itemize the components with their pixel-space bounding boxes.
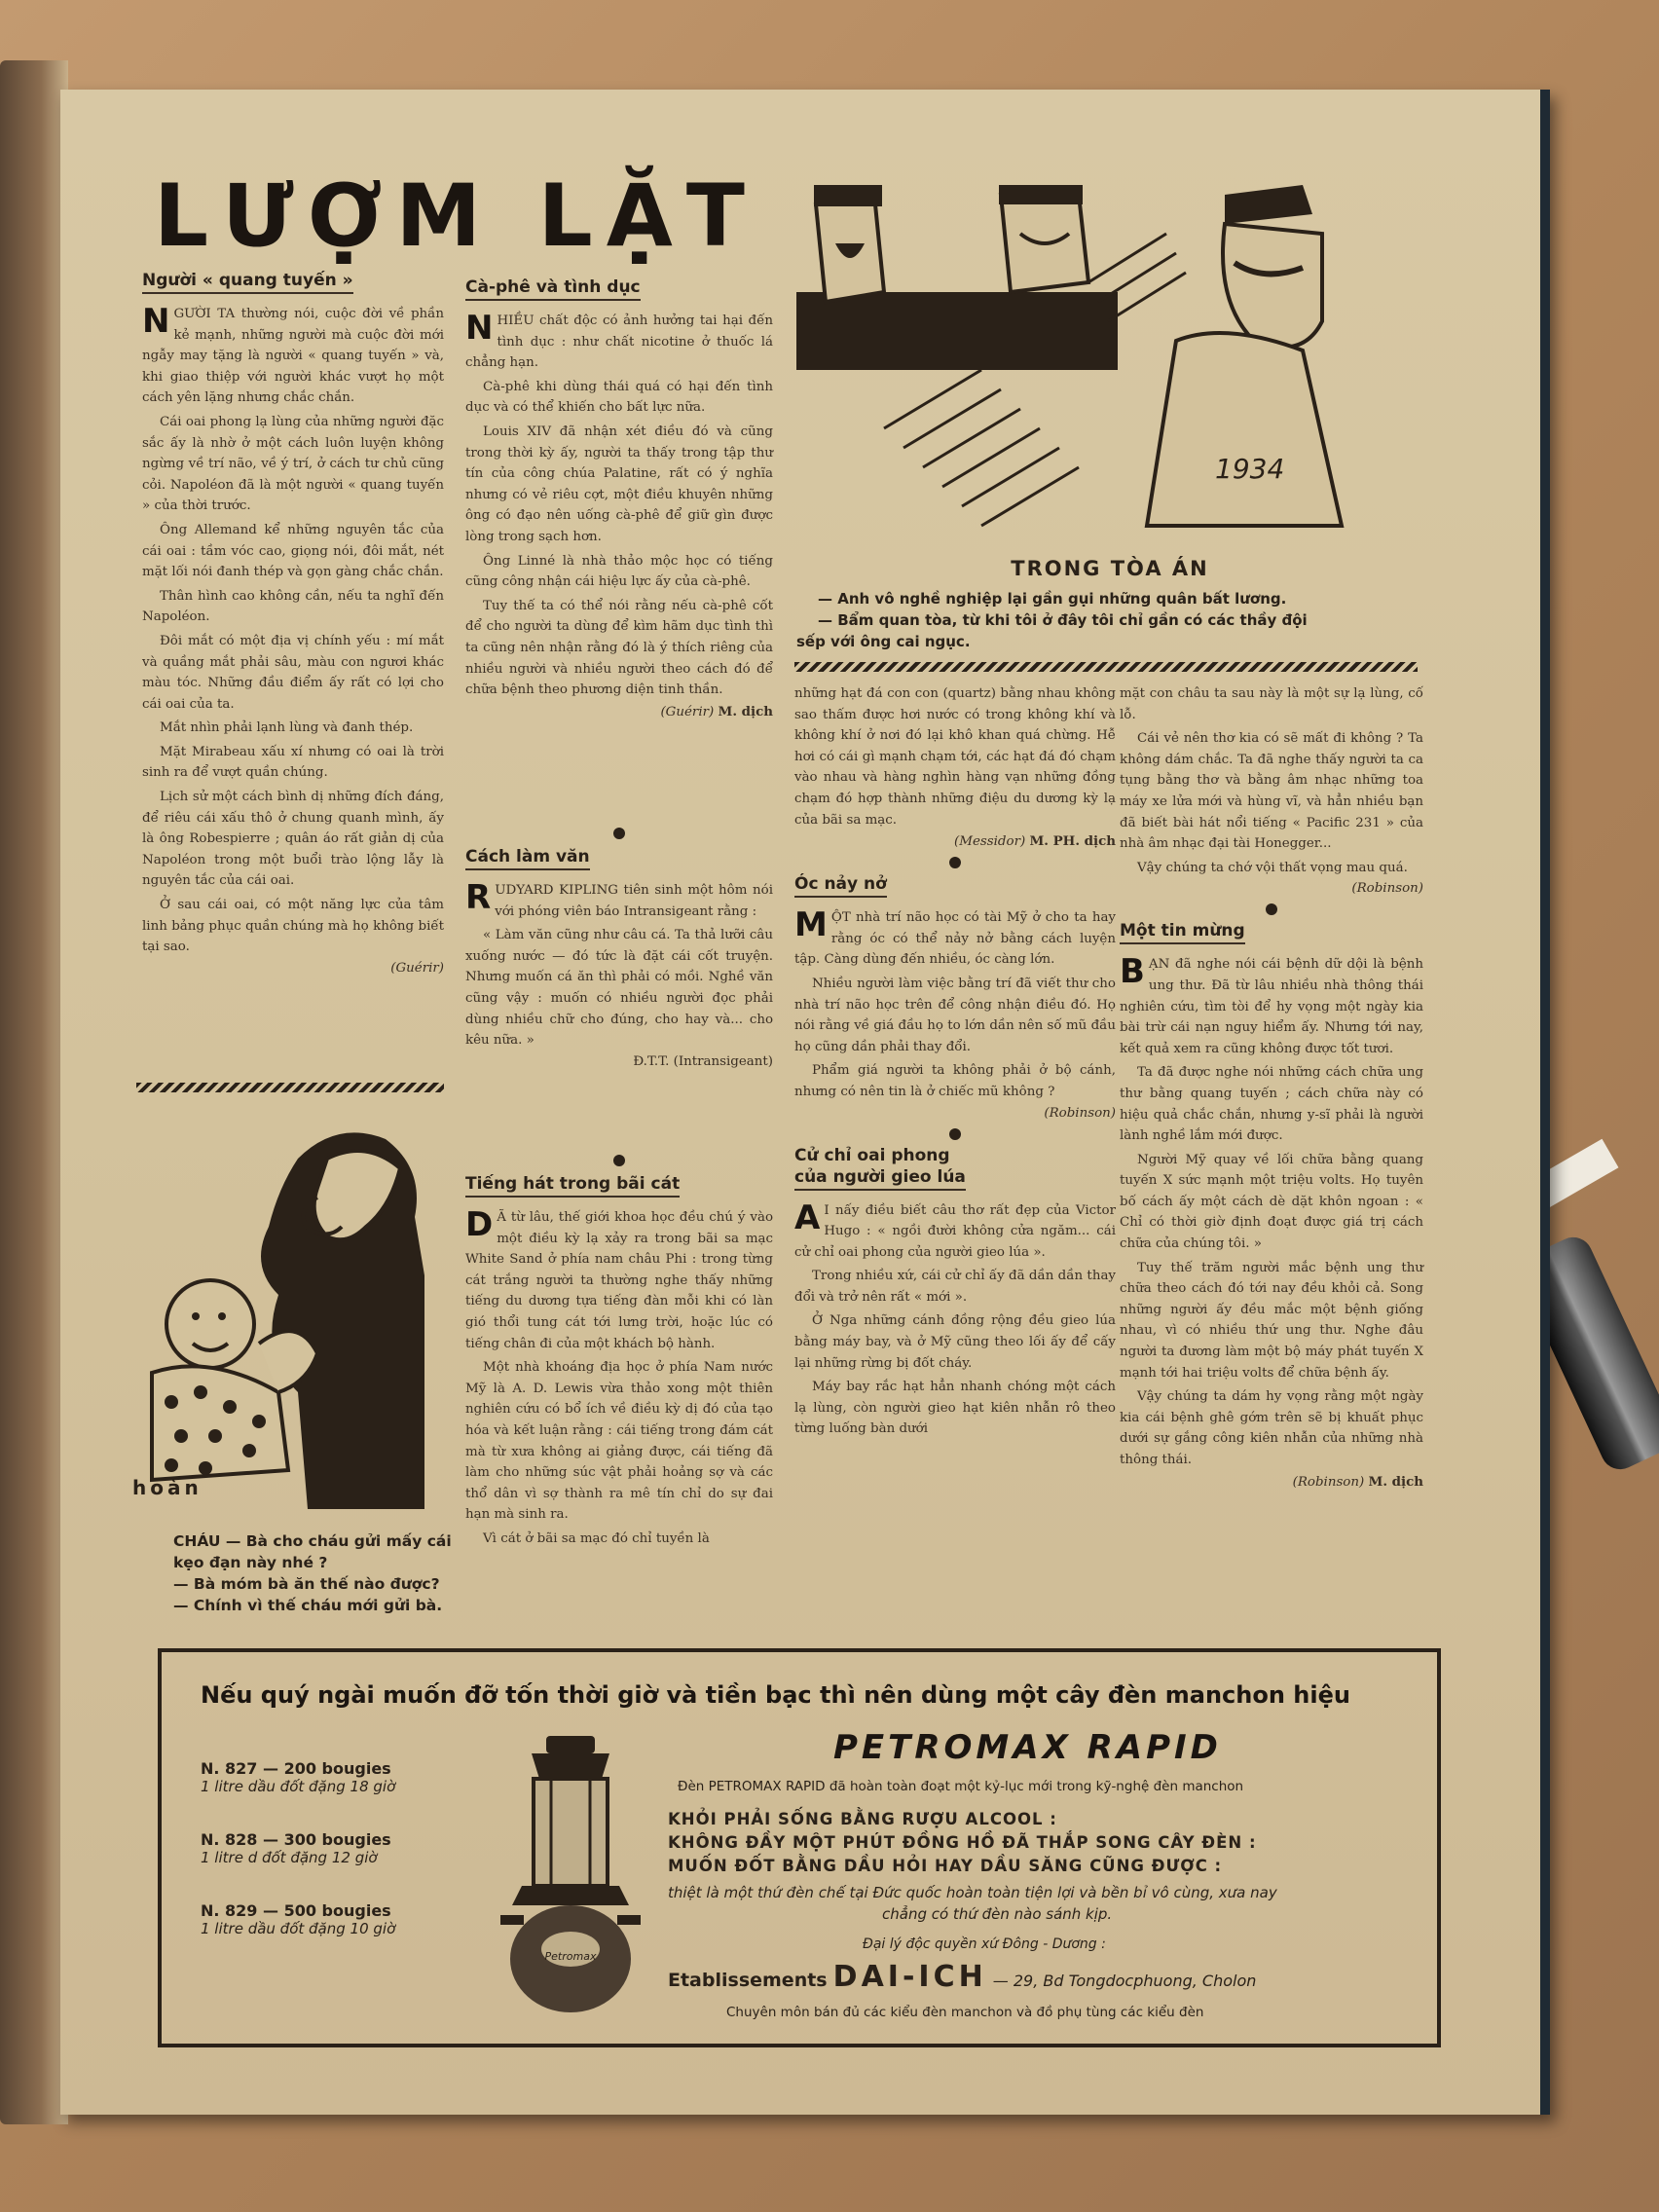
masthead: LƯỢM LẶT [154,166,758,266]
paragraph: những hạt đá con con (quartz) bằng nhau không sao thấm được hơi nước có trong không khí và không khí ở nơi đó lại khô khan quá chừng. Hễ hơi có cái gì mạnh chạm tới, các hạt đá đó chạm vào nhau và hàng nghìn hàng vạn những đồng chạm đó hợp thành những điệu du dương kỳ lạ của bãi sa mạc. [794,686,1116,828]
separator-dot [613,828,625,839]
paragraph: UDYARD KIPLING tiên sinh một hôm nói với phóng viên báo Intransigeant rằng : [495,883,773,919]
article-signature: (Guérir) M. dịch [660,703,773,719]
article-title: Cà-phê và tình dục [465,277,641,301]
ad-headline: Nếu quý ngài muốn đỡ tốn thời giờ và tiền bạc thì nên dùng một cây đèn manchon hiệu [201,1681,1350,1709]
paragraph: Mặt Mirabeau xấu xí nhưng có oai là trời sinh ra để vượt quần chúng. [142,744,444,781]
paragraph: Vì cát ở bãi sa mạc đó chỉ tuyền là [483,1530,710,1546]
separator-dot [949,1128,961,1140]
cartoon-courtroom [796,175,1381,535]
paragraph: Vậy chúng ta chớ vội thất vọng mau quá. [1137,860,1408,875]
drop-cap: N [465,309,494,348]
article-title: Cách làm văn [465,847,590,870]
paragraph: Ta đã được nghe nói những cách chữa ung thư bằng quang tuyến ; cách chữa này có hiệu quả chắc chắn, nhưng y-sĩ phải là người lành nghề lắm mới được. [1120,1065,1423,1144]
article-title: Tiếng hát trong bãi cát [465,1174,680,1198]
drop-cap: M [794,905,828,945]
divider [794,662,1418,672]
paragraph: ỘT nhà trí não học có tài Mỹ ở cho ta hay rằng óc có thể nảy nở bằng cách luyện tập. Càng dùng đến nhiều, óc càng lớn. [794,910,1116,968]
paragraph: Tuy thế ta có thể nói rằng nếu cà-phê cốt để cho người ta dùng để kìm hãm dục tình thì ta cũng nên nhận rằng đó là ý thích riêng của nhiều người và nhiều người theo cách đó để chữa bệnh theo phương diện tinh thần. [465,598,773,698]
paragraph: Tuy thế trăm người mắc bệnh ung thư chữa theo cách đó tới nay đều khỏi cả. Song những người ấy đều mắc một bệnh giống nhau, vì có nhiều thứ ung thư. Nghe đâu người ta đương làm một bộ máy phát tuyến X mạnh tới hai triệu volts để chữa bệnh ấy. [1120,1260,1423,1381]
paragraph: Louis XIV đã nhận xét điều đó và cũng trong thời kỳ ấy, người ta thấy trong tập thư tín của công chúa Palatine, rất có ý nghĩa nhưng có vẻ riêu cợt, một điều khuyên những ông có đạo nên uống cà-phê để giữ gìn được lòng trong sạch hơn. [465,424,773,544]
article-body [794,1200,1116,1441]
paragraph: HIỀU chất độc có ảnh hưởng tai hại đến tình dục : như chất nicotine ở thuốc lá chẳng hạn. [465,313,773,371]
article-body [465,1207,773,1550]
ad-features: KHỎI PHẢI SỐNG BẰNG RƯỢU ALCOOL : KHÔNG ĐẦY MỘT PHÚT ĐỒNG HỒ ĐÃ THẮP SONG CÂY ĐÈN : MUỐN ĐỐT BẰNG DẦU HỎI HAY DẦU SĂNG CŨNG ĐƯỢC : [668,1810,1257,1875]
article-body [1120,954,1423,1470]
paragraph: mặt con châu ta sau này là một sự lạ lùng, cố lỗ. [1120,686,1423,722]
caption-line: — Chính vì thế cháu mới gửi bà. [173,1597,443,1614]
drop-cap: B [1120,952,1145,992]
paragraph: Trong nhiều xứ, cái cử chỉ ấy đã dần dần thay đổi và trở nên rất « mới ». [794,1269,1116,1305]
article-title: Cử chỉ oai phong [794,1145,950,1165]
separator-dot [949,857,961,868]
paragraph: Cái oai phong lạ lùng của những người đặc sắc ấy là nhờ ở một cách luôn luyện không ngừng về trí não, về ý trí, ở cách tư chủ cũng cỏi. Napoléon đã là một người « quang tuyến » của thời trước. [142,414,444,514]
column-4 [1120,683,1423,1490]
paragraph: Nhiều người làm việc bằng trí đã viết thư cho nhà trí não học trên để công nhận điều đó. Họ nói rằng về giá đầu họ to lớn dần nên số mũ đầu họ cũng dần phải thay đổi. [794,976,1116,1054]
model-item: N. 829 — 500 bougies 1 litre dầu đốt đặng 10 giờ [201,1901,396,1937]
model-item: N. 828 — 300 bougies 1 litre d đốt đặng 12 giờ [201,1830,391,1866]
article-title: Óc nảy nở [794,874,887,898]
article-signature: Đ.T.T. (Intransigeant) [633,1053,773,1069]
article-title: Người « quang tuyến » [142,271,353,294]
article-body [1120,683,1423,878]
caption-line: sếp với ông cai ngục. [796,633,971,650]
paragraph: GƯỜI TA thường nói, cuộc đời về phần kẻ mạnh, những người mà cuộc đời mới ngẫy may tặng là người « quang tuyến » và, khi giao thiệp với người khác vượt họ một cách yên lặng nhưng chắc chắn. [142,307,444,406]
paragraph: Ông Linné là nhà thảo mộc học có tiếng cũng công nhận cái hiệu lực ấy của cà-phê. [465,553,773,590]
ad-description: thiệt là một thứ đèn chế tại Đức quốc hoàn toàn tiện lợi và bền bỉ vô cùng, xưa nay chẳng có thứ đèn nào sánh kịp. [668,1884,1277,1923]
article-signature: (Robinson) M. dịch [1292,1473,1423,1490]
ad-agent: Đại lý độc quyền xứ Đông - Dương : [863,1936,1106,1952]
article-body [465,311,773,701]
artist-signature: hoàn [132,1476,203,1499]
paragraph: Máy bay rắc hạt hẳn nhanh chóng một cách lạ lùng, còn người gieo hạt kiên nhẫn rô theo từng luống bàn dưới [794,1380,1116,1437]
caption-line: — Bà móm bà ăn thế nào được? [173,1575,440,1593]
cartoon-caption [173,1530,452,1616]
binder-edge [0,60,68,2124]
paragraph: Ông Allemand kể những nguyên tắc của cái oai : tầm vóc cao, giọng nói, đôi mắt, nét mặt lối nói đanh thép và gọn gàng chắc chắn. [142,522,444,580]
paragraph: « Làm văn cũng như câu cá. Ta thả lưỡi câu xuống nước — đó tức là đặt cái cốt truyện. Nhưng muốn cá ăn thì phải có mồi. Nghề văn cũng vậy : muốn có nhiều người đọc phải dùng nhiều chữ cho đúng, cho hay và... cho kêu nữa. » [465,928,773,1049]
article-signature: (Messidor) M. PH. dịch [954,833,1116,850]
drop-cap: N [142,302,170,341]
ad-tagline: Chuyên môn bán đủ các kiểu đèn manchon và đồ phụ tùng các kiểu đèn [726,2005,1204,2020]
paragraph: Đôi mắt có một địa vị chính yếu : mí mắt và quầng mắt phải sâu, màu con ngươi khác màu tóc. Những đầu điểm ấy rất có lợi cho cái oai của ta. [142,633,444,712]
article-cach-lam-van [465,847,773,1069]
lamp-illustration [493,1730,648,2022]
ad-brand: PETROMAX RAPID [833,1728,1222,1767]
paragraph: Một nhà khoáng địa học ở phía Nam nước Mỹ là A. D. Lewis vừa thảo xong một thiên nghiên cứu có bổ ích về điều kỳ dị đó của tạo hóa và kết luận rằng : cái tiếng trong đám cát mà từ xưa không ai giảng được, cái tiếng đã làm cho những súc vật phải hoảng sợ và các thổ dân vì sợ thành ra mê tín chỉ do sự đai hạn mà sinh ra. [465,1360,773,1523]
paragraph: Ở Nga những cánh đồng rộng đều gieo lúa bằng máy bay, và ở Mỹ cũng theo lối ấy để cấy lại những rừng bị đốt cháy. [794,1313,1116,1371]
divider [136,1083,444,1092]
article-body [142,304,444,958]
caption-line: CHÁU — Bà cho cháu gửi mấy cái kẹo đạn này nhé ? [173,1532,452,1571]
paragraph: Lịch sử một cách bình dị những đích đáng, để riêu cái xấu thô ở chung quanh mình, ấy là ông Robespierre ; quân áo rất giản dị của Napoléon trong một buổi trào lộng lẫy là nguyên tắc của cái oai. [142,790,444,889]
article-body [794,907,1116,1102]
caption-line: — Bẩm quan tòa, từ khi tôi ở đây tôi chỉ gần có các thầy đội [818,611,1308,629]
separator-dot [1266,903,1277,915]
drop-cap: R [465,878,492,917]
paragraph: Thân hình cao không cần, nếu ta nghĩ đến Napoléon. [142,588,444,625]
article-ca-phe [465,277,773,719]
article-signature: (Robinson) [1351,881,1423,897]
lamp-label: Petromax [544,1950,597,1963]
advertisement-petromax [158,1648,1441,2047]
paragraph: Ở sau cái oai, có một năng lực của tâm linh bảng phục quần chúng mà họ không biết tại sao. [142,898,444,955]
ad-models [201,1759,493,1937]
paragraph: Cà-phê khi dùng thái quá có hại đến tình dục và có thể khiến cho bất lực nữa. [465,379,773,416]
caption-line: — Anh vô nghề nghiệp lại gần gụi những quân bất lương. [818,590,1287,608]
cartoon-heading: TRONG TÒA ÁN [1011,557,1209,580]
cartoon-caption [796,588,1419,652]
article-title: của người gieo lúa [794,1167,966,1191]
column-3 [794,683,1116,1443]
paragraph: Mắt nhìn phải lạnh lùng và đanh thép. [160,720,414,736]
paragraph: I nấy điều biết câu thơ rất đẹp của Victor Hugo : « ngồi đười không cửa ngăm... cái cử chỉ oai phong của người gieo lúa ». [794,1202,1116,1260]
paragraph: Vậy chúng ta dám hy vọng rằng một ngày kia cái bệnh ghê gớm trên sẽ bị khuất phục dưới sự gắng công kiên nhẫn của những nhà thông thái. [1120,1389,1423,1467]
ad-establishment: Etablissements DAI-ICH — 29, Bd Tongdocphuong, Cholon [668,1960,1257,1994]
cartoon-date: 1934 [1215,453,1285,485]
article-signature: (Guérir) [390,960,444,976]
article-body [794,683,1116,830]
article-tieng-hat [465,1174,773,1553]
drop-cap: D [465,1205,494,1244]
article-signature: (Robinson) [1044,1105,1116,1121]
article-body [465,880,773,1051]
cartoon-grandmother [132,1100,444,1509]
paragraph: Cái vẻ nên thơ kia có sẽ mất đi không ? Ta không dám chắc. Ta đã nghe thấy người ta ca tụng bằng thơ và bằng âm nhạc những toa máy xe lửa mới và hùng vĩ, và hẳn nhiều bạn đã biết bài hát nổi tiếng « Pacific 231 » của nhà âm nhạc đại tài Honegger... [1120,731,1423,852]
paragraph: ẠN đã nghe nói cái bệnh dữ dội là bệnh ung thư. Đã từ lâu nhiều nhà thông thái nghiên cứu, tìm tòi để hy vọng một ngày kia bài trừ cái nạn nguy hiểm ấy. Nhưng tới nay, kết quả xem ra cũng không được tốt tươi. [1120,957,1423,1056]
drop-cap: A [794,1198,821,1237]
separator-dot [613,1155,625,1166]
article-quang-tuyen [142,271,444,976]
paragraph: Phẩm giá người ta không phải ở bộ cánh, nhưng có nên tin là ở chiếc mũ không ? [794,1063,1116,1099]
model-item: N. 827 — 200 bougies 1 litre dầu đốt đặng 18 giờ [201,1759,396,1795]
paragraph: Ã từ lâu, thế giới khoa học đều chú ý vào một điều kỳ lạ xảy ra trong bãi sa mạc White Sand ở phía nam châu Phi : trong từng cát trắng người ta thường nghe thấy những tiếng du dương tựa tiếng đàn mỗi khi có làn gió thổi tung cát tới lưng trời, hoặc lúc có tiếng chân đi của một khách bộ hành. [465,1210,773,1351]
ad-intro: Đèn PETROMAX RAPID đã hoàn toàn đoạt một kỷ-lục mới trong kỹ-nghệ đèn manchon [678,1779,1244,1794]
paragraph: Người Mỹ quay về lối chữa bằng quang tuyến X sức mạnh một triệu volts. Họ tuyên bố cách ấy một cách dè dặt khôn ngoan : « Chỉ có thời giờ định đoạt được giá trị cách chữa của chúng tôi. » [1120,1152,1423,1252]
article-title: Một tin mừng [1120,921,1245,944]
